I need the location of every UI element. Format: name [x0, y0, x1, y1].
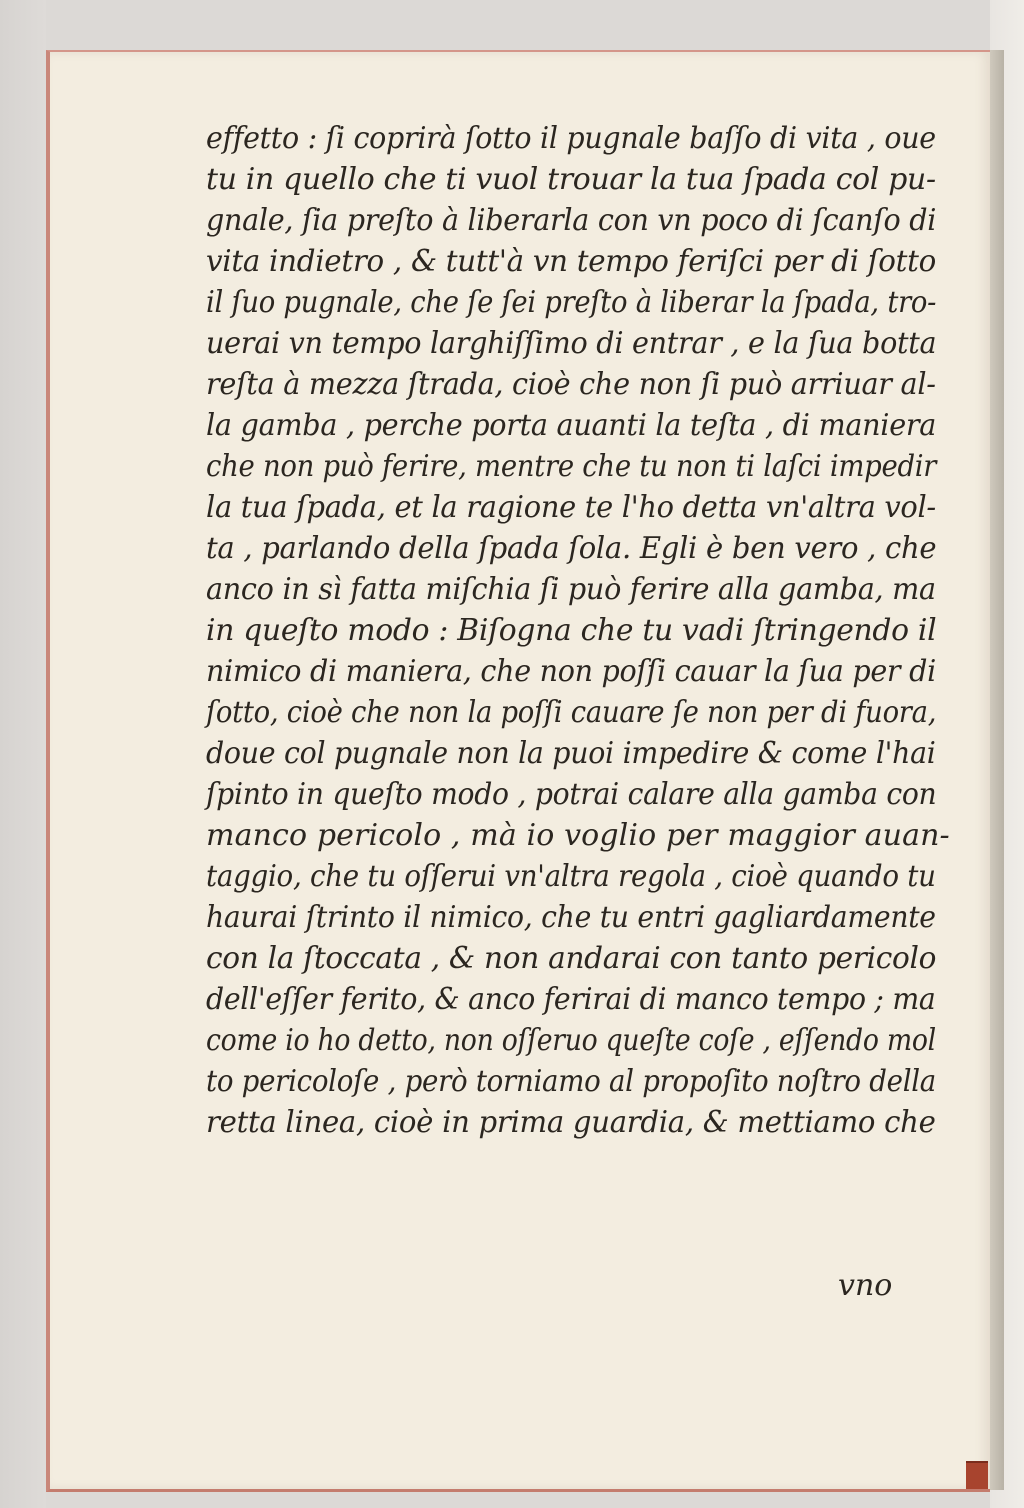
text-line: con la ſtoccata , & non andarai con tanto pericolo: [206, 941, 937, 976]
text-line: taggio, che tu oſſerui vn'altra regola , cioè quando tu: [206, 859, 936, 894]
catchword: vno: [838, 1268, 893, 1303]
text-line: che non può ferire, mentre che tu non ti laſci impedir: [206, 449, 937, 484]
text-line: vita indietro , & tutt'à vn tempo feriſci per di ſotto: [206, 244, 936, 279]
text-line: dell'eſſer ferito, & anco ferirai di manco tempo ; ma: [206, 982, 936, 1017]
text-line: retta linea, cioè in prima guardia, & mettiamo che: [206, 1105, 936, 1140]
text-line: to pericoloſe , però torniamo al propoſito noſtro della: [206, 1064, 936, 1099]
text-line: reſta à mezza ſtrada, cioè che non ſi può arriuar al-: [206, 367, 936, 402]
text-line: ta , parlando della ſpada ſola. Egli è ben vero , che: [206, 531, 937, 566]
text-line: il ſuo pugnale, che ſe ſei preſto à liberar la ſpada, tro-: [206, 285, 937, 320]
text-line: anco in sì fatta miſchia ſi può ferire alla gamba, ma: [206, 572, 936, 607]
text-line: manco pericolo , mà io voglio per maggior auan-: [206, 818, 950, 853]
text-line: in queſto modo : Biſogna che tu vadi ſtringendo il: [206, 613, 937, 648]
text-line: gnale, ſia preſto à liberarla con vn poco di ſcanſo di: [206, 203, 937, 238]
text-line: effetto : ſi coprirà ſotto il pugnale baſſo di vita , oue: [206, 121, 936, 156]
page-edge: [990, 50, 1004, 1490]
text-line: ſotto, cioè che non la poſſi cauare ſe non per di fuora,: [206, 695, 937, 730]
text-line: doue col pugnale non la puoi impedire & come l'hai: [206, 736, 936, 771]
text-line: come io ho detto, non oſſeruo queſte coſe , eſſendo mol: [206, 1023, 936, 1058]
ribbon-marker: [966, 1461, 988, 1489]
body-text: [206, 118, 950, 1143]
text-line: tu in quello che ti vuol trouar la tua ſpada col pu-: [206, 162, 936, 197]
text-line: nimico di maniera, che non poſſi cauar la ſua per di: [206, 654, 936, 689]
text-line: la gamba , perche porta auanti la teſta , di maniera: [206, 408, 937, 443]
text-line: haurai ſtrinto il nimico, che tu entri gagliardamente: [206, 900, 936, 935]
text-line: uerai vn tempo larghiſſimo di entrar , e la ſua botta: [206, 326, 937, 361]
text-line: la tua ſpada, et la ragione te l'ho detta vn'altra vol-: [206, 490, 936, 525]
book-board-left: [0, 0, 46, 1508]
text-line: ſpinto in queſto modo , potrai calare alla gamba con: [206, 777, 937, 812]
